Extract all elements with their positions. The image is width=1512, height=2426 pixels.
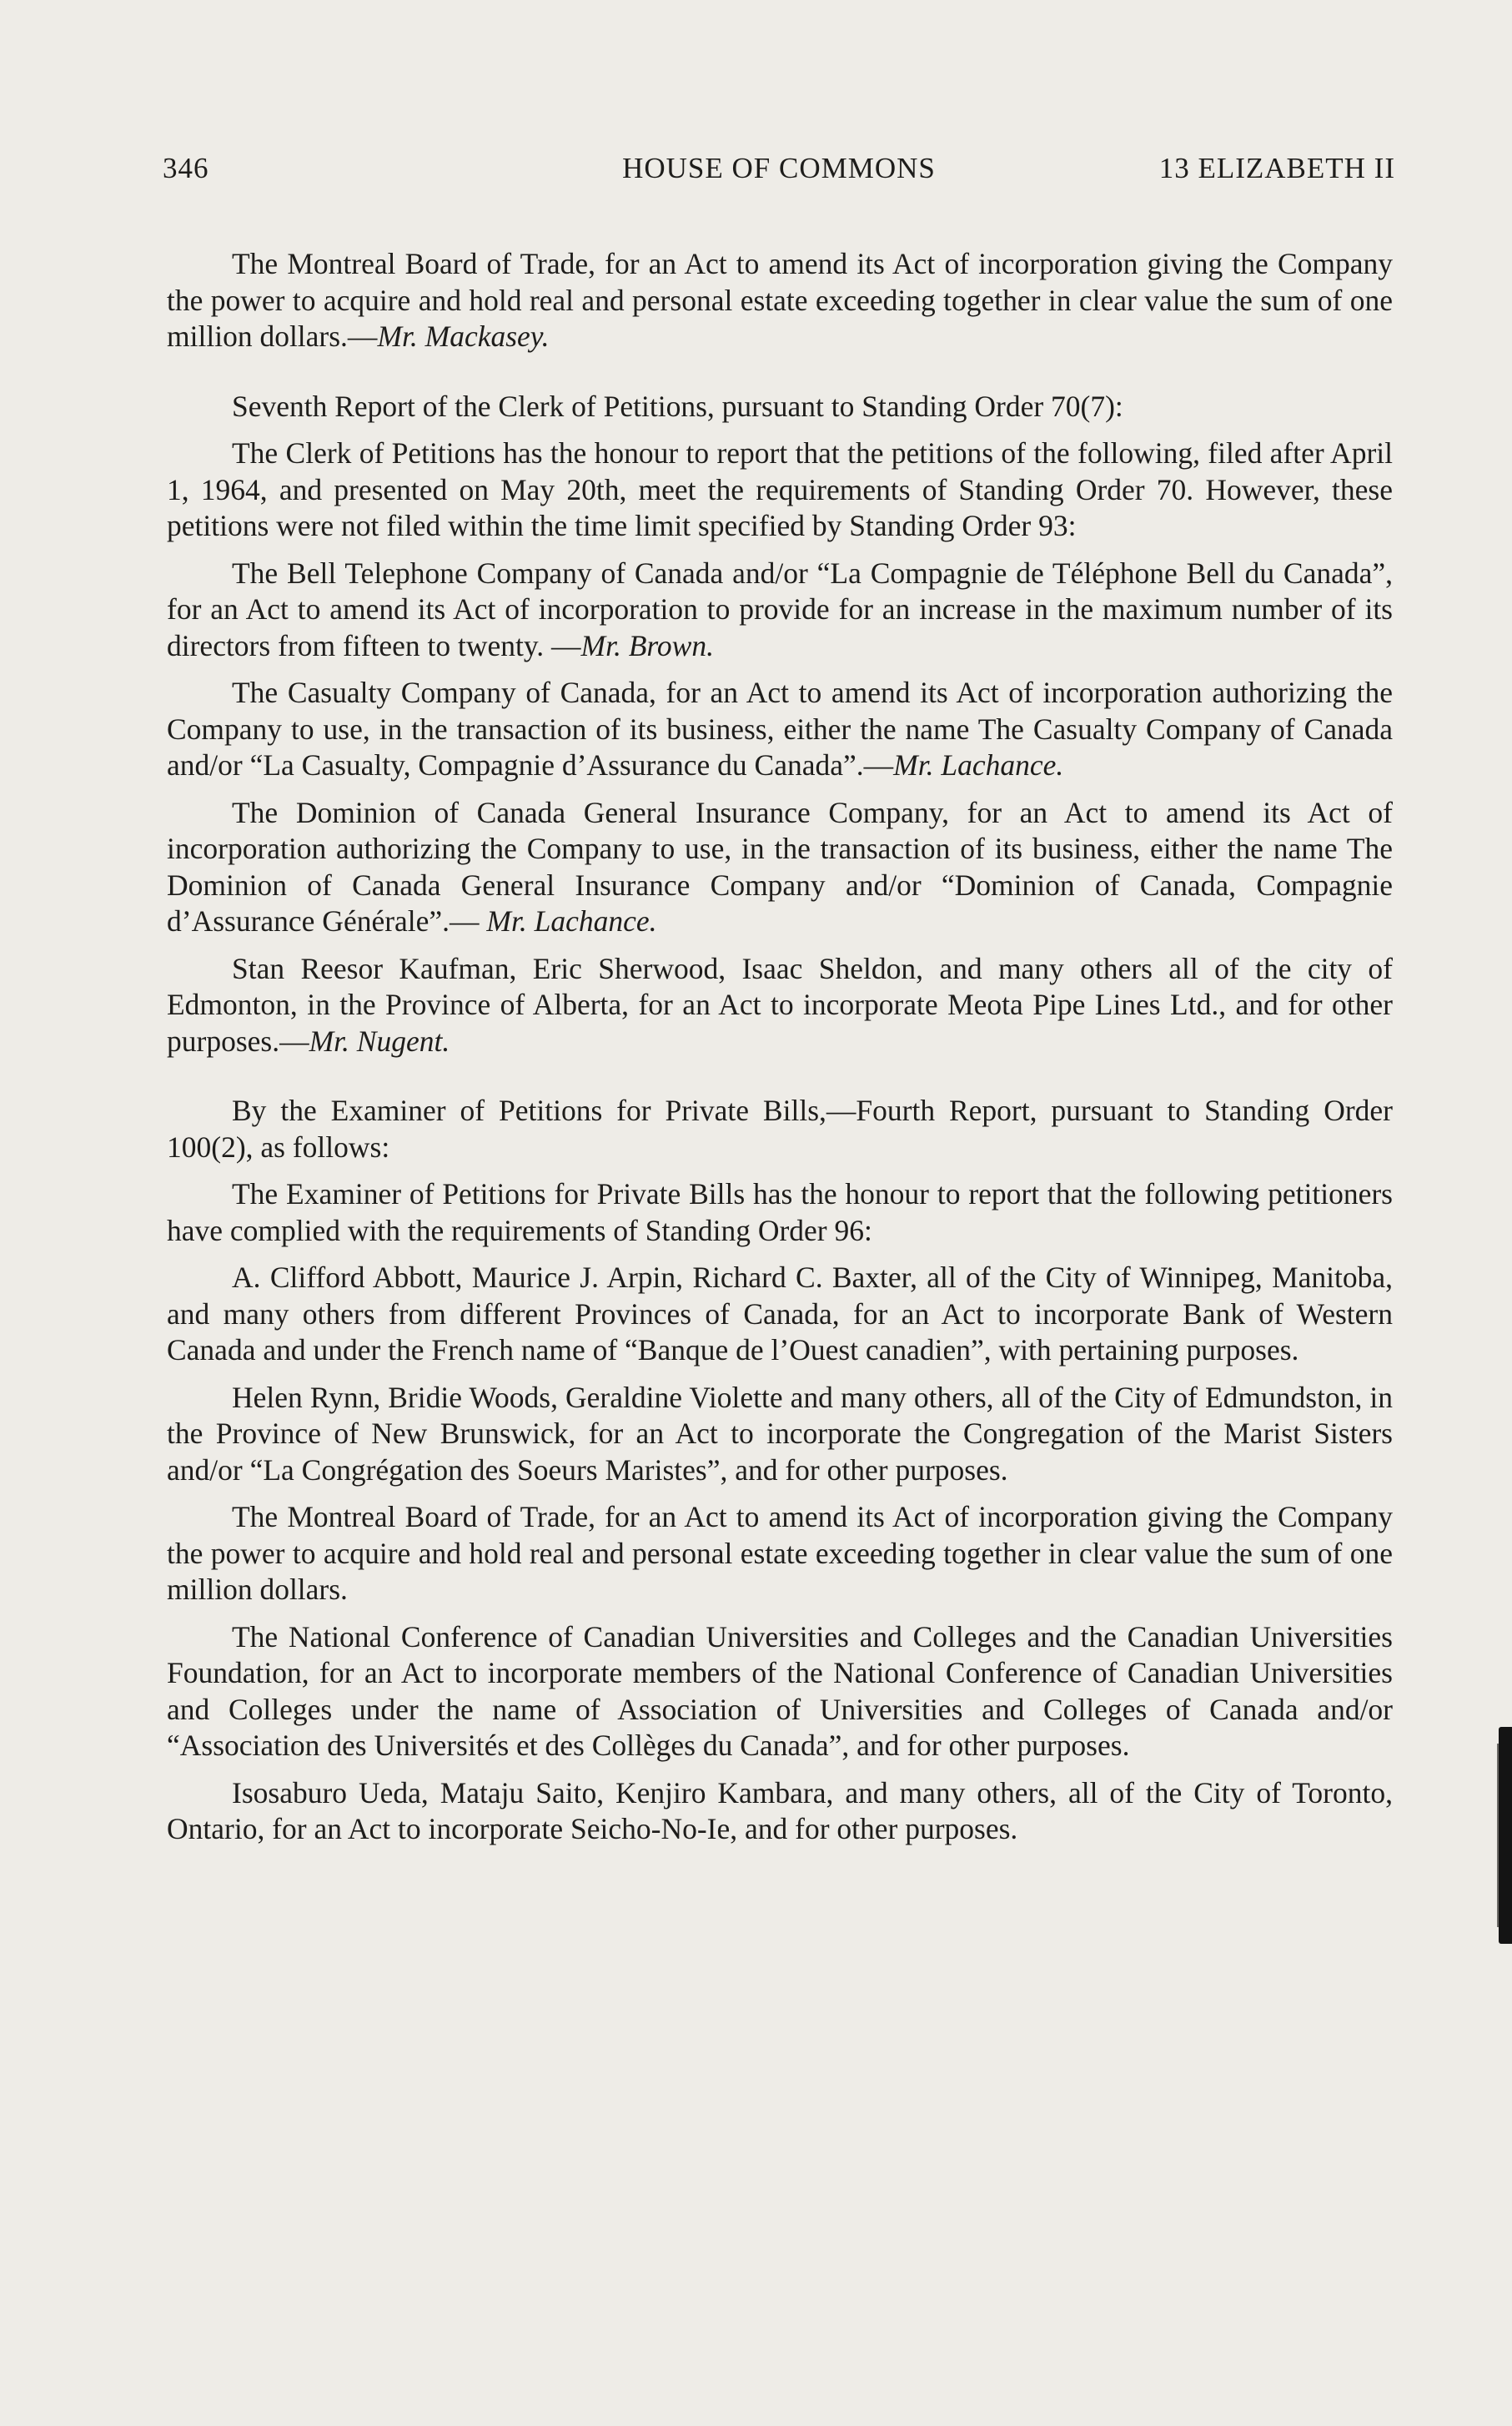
report-paragraph: The Clerk of Petitions has the honour to report that the petitions of the following, filed after April 1, 1964, and presented on May 20th, meet the requirements of Standing Order 70. However, these petitions were not filed within the time limit specified by Standing Order 93: <box>167 436 1393 542</box>
petition-paragraph: The Casualty Company of Canada, for an Act to amend its Act of incorporation authorizing the Company to use, in the transaction of its business, either the name The Casualty Company of Canada and/or “La Casualty, Compagnie d’Assurance du Canada”.—Mr. Lachance. <box>167 676 1393 782</box>
session-label: 13 ELIZABETH II <box>1158 152 1395 184</box>
page-number: 346 <box>163 152 209 184</box>
member-name: Mr. Lachance. <box>893 748 1064 782</box>
petition-paragraph: Stan Reesor Kaufman, Eric Sherwood, Isaac Sheldon, and many others all of the city of Edmonton, in the Province of Alberta, for an Act to incorporate Meota Pipe Lines Ltd., and for other purposes.—Mr. Nugent. <box>167 951 1393 1058</box>
petition-paragraph: A. Clifford Abbott, Maurice J. Arpin, Richard C. Baxter, all of the City of Winnipeg, Manitoba, and many others from different Provinces of Canada, for an Act to incorporate Bank of Western Canada and under the French name of “Banque de l’Ouest canadien”, with pertaining purposes. <box>167 1261 1393 1367</box>
report-heading: By the Examiner of Petitions for Private Bills,—Fourth Report, pursuant to Standing Order 100(2), as follows: <box>167 1094 1393 1164</box>
petition-paragraph: The Bell Telephone Company of Canada and/or “La Compagnie de Téléphone Bell du Canada”, for an Act to amend its Act of incorporation to provide for an increase in the maximum number of its directors from fifteen to twenty. —Mr. Brown. <box>167 556 1393 662</box>
report-heading: Seventh Report of the Clerk of Petitions, pursuant to Standing Order 70(7): <box>232 389 1123 423</box>
member-name: Mr. Lachance. <box>486 904 657 938</box>
member-name: Mr. Nugent. <box>309 1024 450 1058</box>
petition-paragraph: The National Conference of Canadian Universities and Colleges and the Canadian Universities Foundation, for an Act to incorporate members of the National Conference of Canadian Universities and Colleges under the name of Association of Universities and Colleges of Canada and/or “Association des Universités et des Collèges du Canada”, and for other purposes. <box>167 1619 1393 1762</box>
report-paragraph: The Examiner of Petitions for Private Bills has the honour to report that the following petitioners have complied with the requirements of Standing Order 96: <box>167 1177 1393 1247</box>
petition-paragraph: The Montreal Board of Trade, for an Act to amend its Act of incorporation giving the Company the power to acquire and hold real and personal estate exceeding together in clear value the sum of one million dollars. <box>167 1500 1393 1606</box>
page-header <box>163 152 1395 194</box>
petition-paragraph: Isosaburo Ueda, Mataju Saito, Kenjiro Kambara, and many others, all of the City of Toronto, Ontario, for an Act to incorporate Seicho-No-Ie, and for other purposes. <box>167 1775 1393 1845</box>
petition-paragraph: Helen Rynn, Bridie Woods, Geraldine Violette and many others, all of the City of Edmundston, in the Province of New Brunswick, for an Act to incorporate the Congregation of the Marist Sisters and/or “La Congrégation des Soeurs Maristes”, and for other purposes. <box>167 1380 1393 1487</box>
petition-paragraph: The Dominion of Canada General Insurance Company, for an Act to amend its Act of incorporation authorizing the Company to use, in the transaction of its business, either the name The Dominion of Canada General Insurance Company and/or “Dominion of Canada, Compagnie d’Assurance Générale”.— Mr. Lachance. <box>167 795 1393 938</box>
document-body <box>167 246 1393 1859</box>
scan-edge-mark <box>1499 1727 1512 1944</box>
running-title: HOUSE OF COMMONS <box>622 152 936 184</box>
member-name: Mr. Brown. <box>580 628 714 662</box>
petition-paragraph: The Montreal Board of Trade, for an Act to amend its Act of incorporation giving the Company the power to acquire and hold real and personal estate exceeding together in clear value the sum of one million dollars.—Mr. Mackasey. <box>167 247 1393 353</box>
member-name: Mr. Mackasey. <box>377 320 550 353</box>
